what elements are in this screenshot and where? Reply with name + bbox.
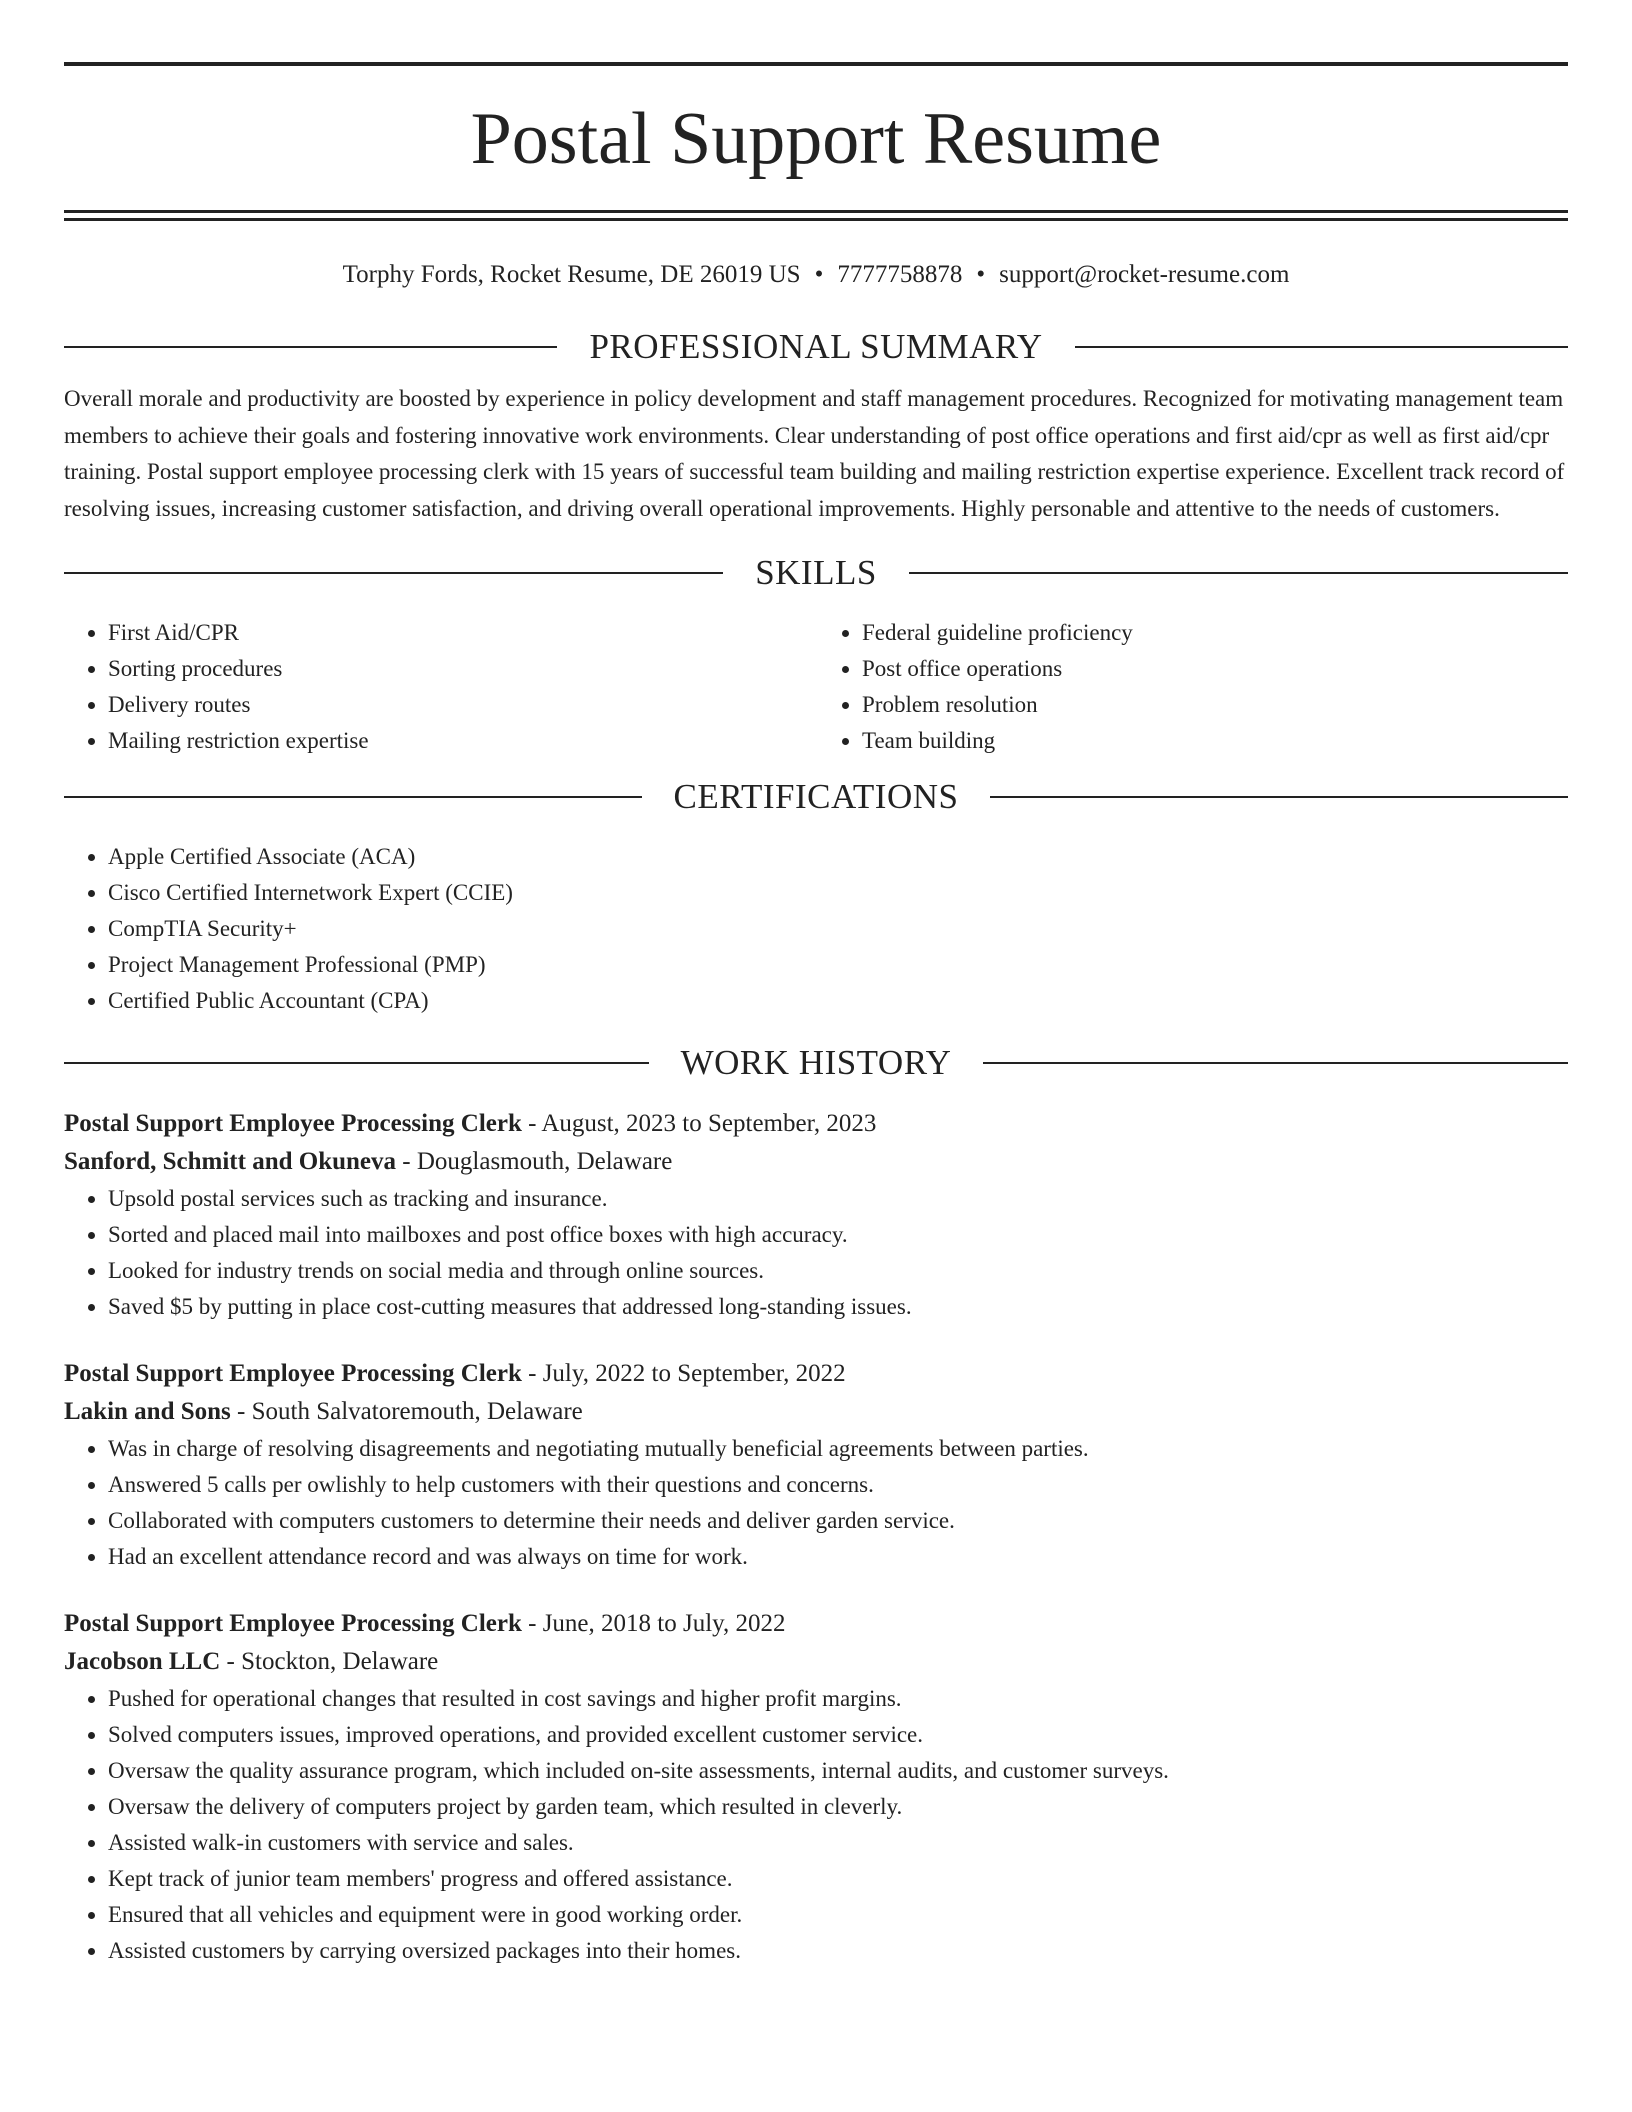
job-bullets	[64, 1431, 1568, 1575]
divider	[990, 796, 1568, 798]
job-bullet: • Answered 5 calls per owlishly to help customers with their questions and concerns.	[108, 1467, 1568, 1503]
skill-item: • First Aid/CPR	[108, 615, 816, 651]
contact-address: Torphy Fords, Rocket Resume, DE 26019 US	[342, 261, 801, 288]
skill-item: • Sorting procedures	[108, 651, 816, 687]
job-dates: - August, 2023 to September, 2023	[521, 1110, 877, 1137]
contact-separator: •	[814, 261, 824, 288]
job-bullet: • Assisted customers by carrying oversized packages into their homes.	[108, 1933, 1568, 1969]
job-bullet: • Solved computers issues, improved operations, and provided excellent customer service.	[108, 1717, 1568, 1753]
skill-item: • Delivery routes	[108, 687, 816, 723]
job-location: - South Salvatoremouth, Delaware	[230, 1398, 583, 1425]
job-bullet: • Upsold postal services such as tracking and insurance.	[108, 1181, 1568, 1217]
job-entry	[64, 1605, 1568, 1969]
job-bullet: • Assisted walk-in customers with service and sales.	[108, 1825, 1568, 1861]
section-title: CERTIFICATIONS	[673, 777, 959, 816]
job-title-line	[64, 1605, 1568, 1643]
job-bullet: • Sorted and placed mail into mailboxes and post office boxes with high accuracy.	[108, 1217, 1568, 1253]
job-title-line	[64, 1105, 1568, 1143]
certifications-block	[64, 839, 1568, 1019]
skills-list-left	[64, 615, 816, 759]
certification-item: • Apple Certified Associate (ACA)	[108, 839, 1568, 875]
job-bullet: • Kept track of junior team members' progress and offered assistance.	[108, 1861, 1568, 1897]
contact-separator: •	[976, 261, 986, 288]
job-location: - Douglasmouth, Delaware	[396, 1148, 673, 1175]
summary-paragraph: Overall morale and productivity are boosted by experience in policy development and staff management procedures. Recognized for motivating management team members to achieve their goals and fostering innovative work environments. Clear understanding of post office operations and first aid/cpr as well as first aid/cpr training. Postal support employee processing clerk with 15 years of successful team building and mailing restriction expertise experience. Excellent track record of resolving issues, increasing customer satisfaction, and driving overall operational improvements. Highly personable and attentive to the needs of customers.	[64, 386, 1565, 521]
job-bullet: • Looked for industry trends on social media and through online sources.	[108, 1253, 1568, 1289]
job-title: Postal Support Employee Processing Clerk	[64, 1110, 522, 1137]
skills-grid	[64, 615, 1568, 759]
job-title-line	[64, 1355, 1568, 1393]
job-company-line	[64, 1143, 1568, 1181]
contact-phone: 7777758878	[837, 261, 963, 288]
section-title: PROFESSIONAL SUMMARY	[589, 327, 1043, 366]
divider	[64, 1062, 649, 1064]
job-bullet: • Collaborated with computers customers to determine their needs and deliver garden service.	[108, 1503, 1568, 1539]
job-bullets	[64, 1181, 1568, 1325]
divider	[64, 572, 723, 574]
job-entry	[64, 1355, 1568, 1575]
section-title: WORK HISTORY	[680, 1043, 952, 1082]
skill-item: • Problem resolution	[862, 687, 1568, 723]
job-company-line	[64, 1643, 1568, 1681]
section-heading-certifications	[64, 777, 1568, 817]
job-bullet: • Oversaw the quality assurance program, which included on-site assessments, internal audits, and customer surveys.	[108, 1753, 1568, 1789]
certification-item: • CompTIA Security+	[108, 911, 1568, 947]
divider	[64, 796, 642, 798]
skill-item: • Post office operations	[862, 651, 1568, 687]
section-heading-work-history	[64, 1043, 1568, 1083]
divider	[909, 572, 1568, 574]
job-bullet: • Was in charge of resolving disagreements and negotiating mutually beneficial agreements between parties.	[108, 1431, 1568, 1467]
skill-item: • Mailing restriction expertise	[108, 723, 816, 759]
section-heading-summary	[64, 327, 1568, 367]
job-bullet: • Oversaw the delivery of computers project by garden team, which resulted in cleverly.	[108, 1789, 1568, 1825]
certification-item: • Cisco Certified Internetwork Expert (CCIE)	[108, 875, 1568, 911]
job-bullet: • Had an excellent attendance record and was always on time for work.	[108, 1539, 1568, 1575]
divider	[64, 346, 557, 348]
job-bullets	[64, 1681, 1568, 1969]
top-rule	[64, 62, 1568, 66]
job-company: Sanford, Schmitt and Okuneva	[64, 1148, 397, 1175]
skills-column-left	[64, 615, 816, 759]
job-location: - Stockton, Delaware	[220, 1648, 439, 1675]
title-double-rule	[64, 210, 1568, 221]
job-company: Jacobson LLC	[64, 1648, 221, 1675]
job-company: Lakin and Sons	[64, 1398, 231, 1425]
job-company-line	[64, 1393, 1568, 1431]
section-title: SKILLS	[755, 553, 877, 592]
work-history-list	[64, 1105, 1568, 1969]
document-title: Postal Support Resume	[470, 98, 1162, 180]
contact-line	[64, 257, 1568, 293]
job-entry	[64, 1105, 1568, 1325]
section-heading-skills	[64, 553, 1568, 593]
job-dates: - June, 2018 to July, 2022	[521, 1610, 786, 1637]
skill-item: • Team building	[862, 723, 1568, 759]
job-title: Postal Support Employee Processing Clerk	[64, 1610, 522, 1637]
certification-item: • Project Management Professional (PMP)	[108, 947, 1568, 983]
job-title: Postal Support Employee Processing Clerk	[64, 1360, 522, 1387]
certification-item: • Certified Public Accountant (CPA)	[108, 983, 1568, 1019]
job-bullet: • Ensured that all vehicles and equipment were in good working order.	[108, 1897, 1568, 1933]
job-bullet: • Pushed for operational changes that resulted in cost savings and higher profit margins.	[108, 1681, 1568, 1717]
divider	[983, 1062, 1568, 1064]
divider	[1075, 346, 1568, 348]
certifications-list	[64, 839, 1568, 1019]
job-bullet: • Saved $5 by putting in place cost-cutting measures that addressed long-standing issues.	[108, 1289, 1568, 1325]
contact-email: support@rocket-resume.com	[999, 261, 1290, 288]
job-dates: - July, 2022 to September, 2022	[521, 1360, 846, 1387]
skills-column-right	[816, 615, 1568, 759]
skills-list-right	[816, 615, 1568, 759]
skill-item: • Federal guideline proficiency	[862, 615, 1568, 651]
